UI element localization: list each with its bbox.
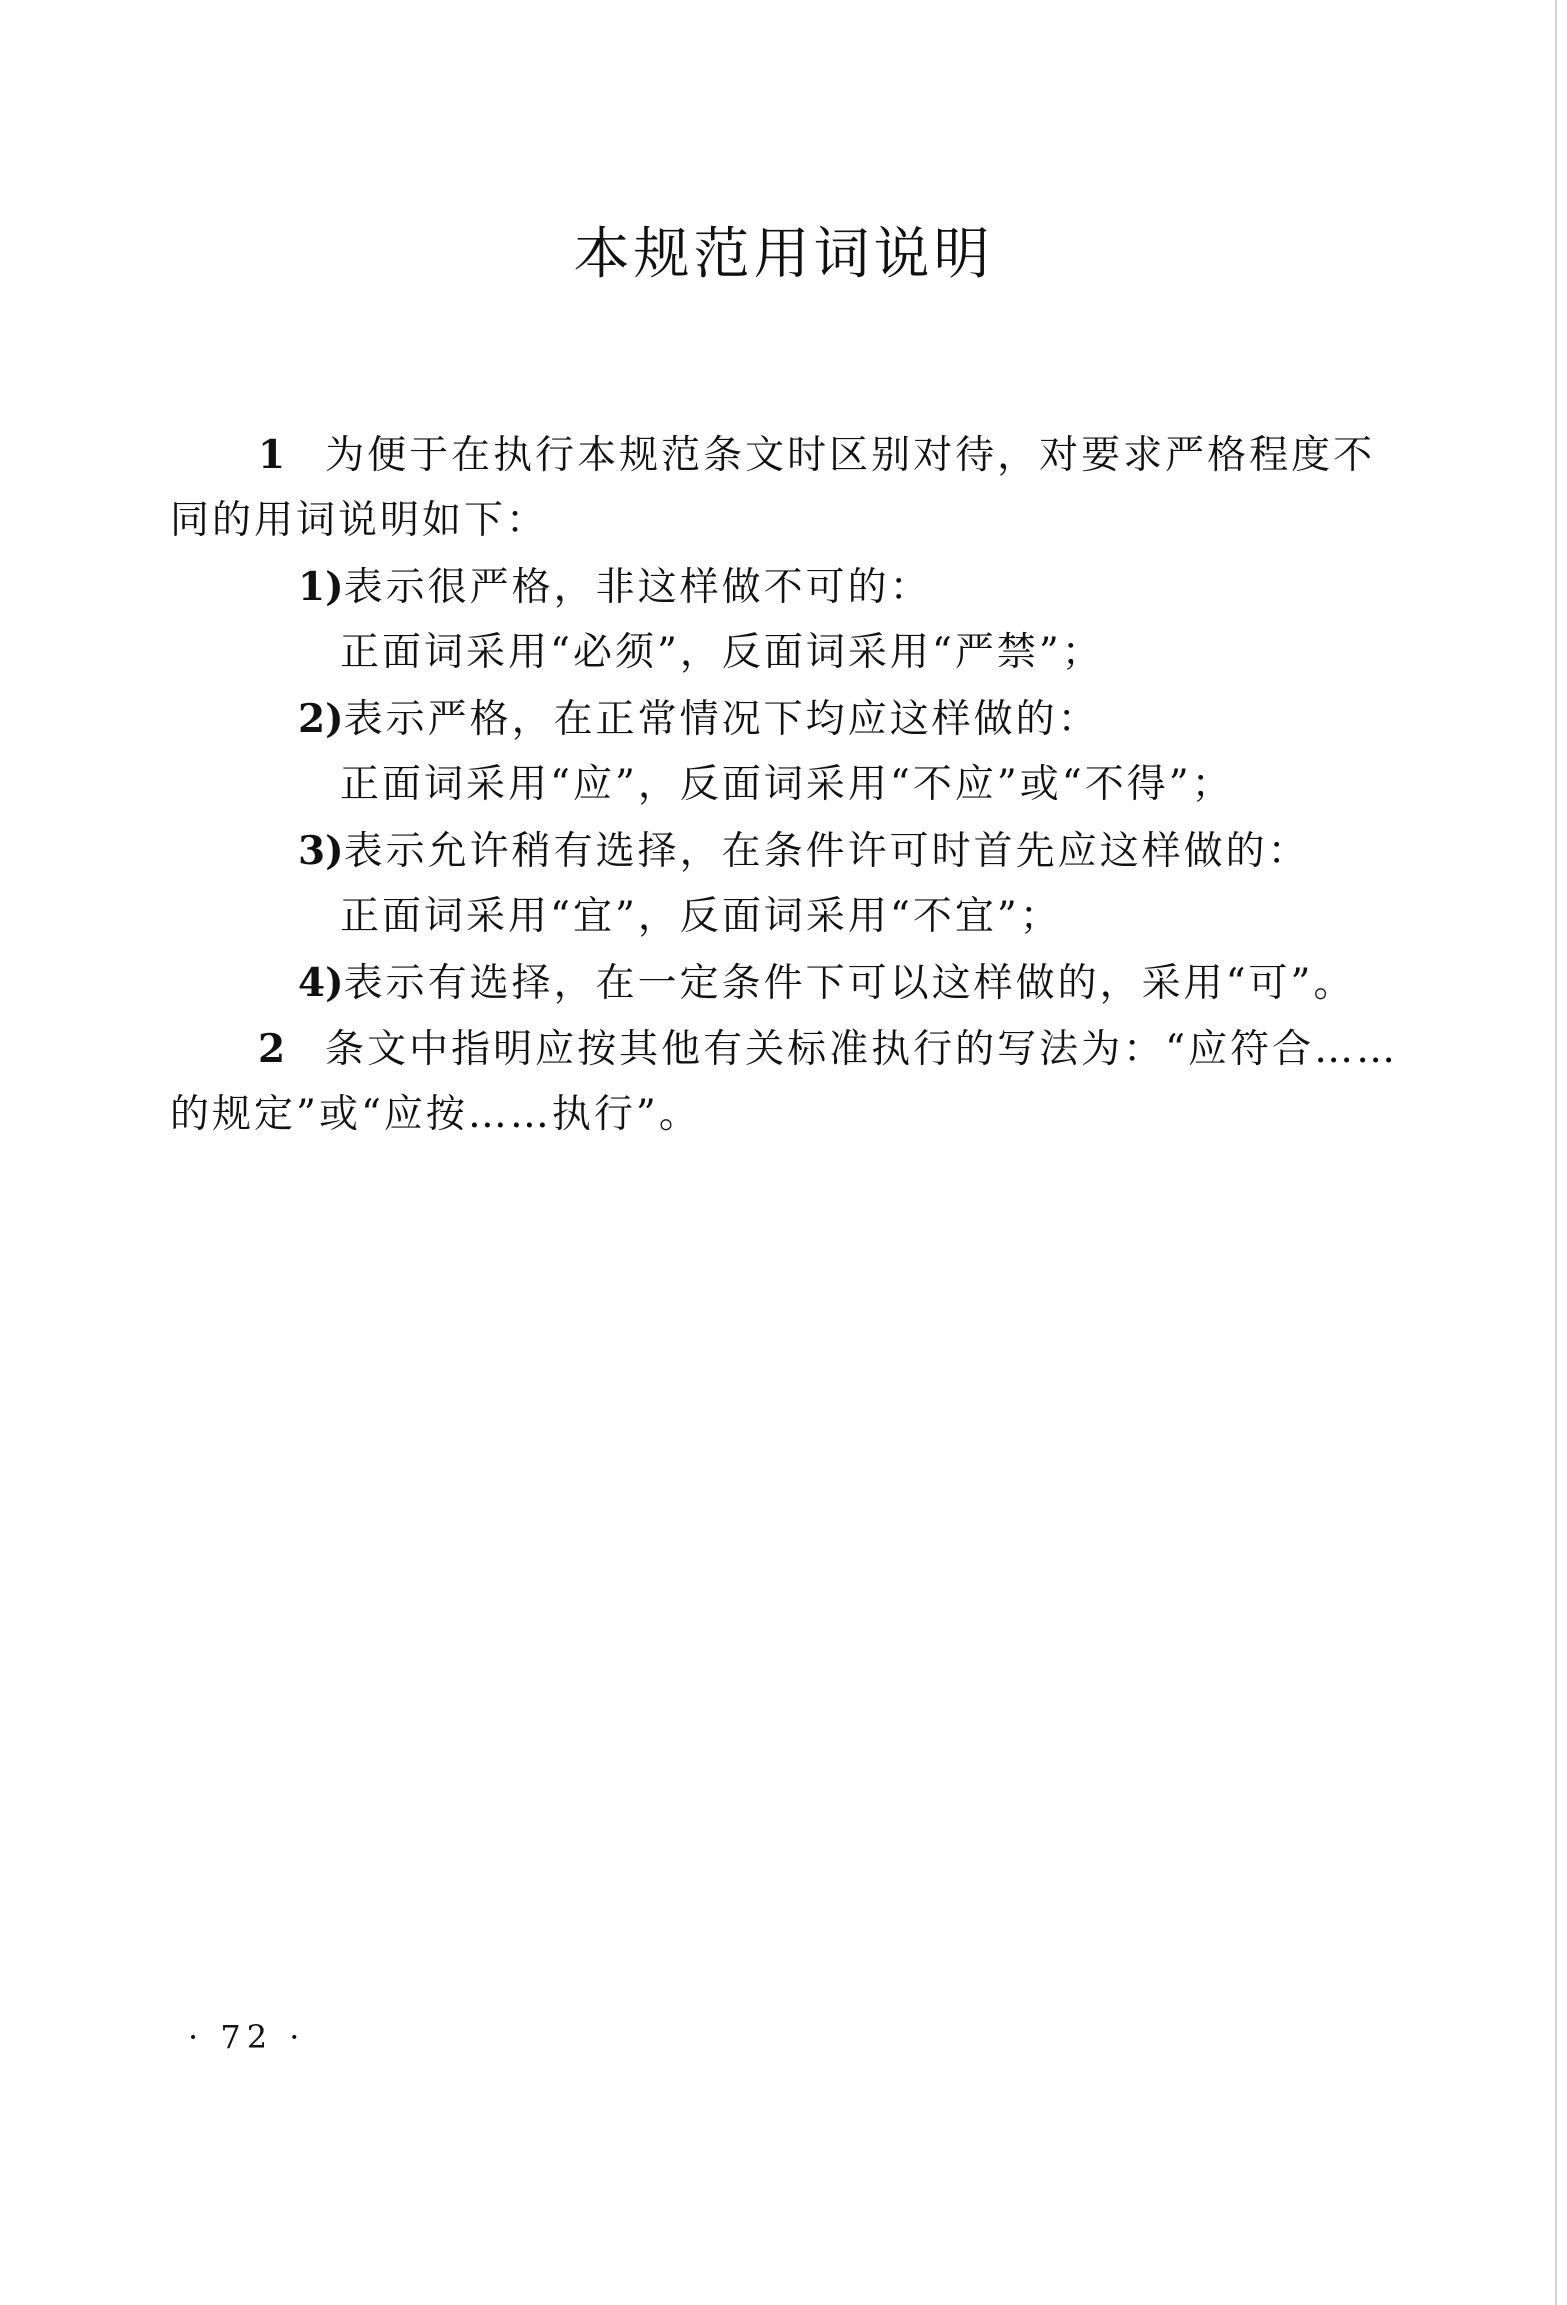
item-3-detail: 正面词采用“宜”，反面词采用“不宜”； (340, 894, 1062, 939)
item-2-text: 表示严格，在正常情况下均应这样做的： (343, 697, 1100, 742)
item-4 (298, 953, 1355, 1014)
item-1 (298, 557, 932, 618)
clause-1-line-1 (258, 425, 1375, 486)
item-4-number: 4) (298, 960, 344, 1006)
clause-1-text: 为便于在执行本规范条文时区别对待，对要求严格程度不 (325, 433, 1376, 478)
item-2-detail: 正面词采用“应”，反面词采用“不应”或“不得”； (340, 762, 1234, 807)
clause-2-line-2: 的规定”或“应按……执行”。 (170, 1092, 701, 1137)
clause-2-number: 2 (258, 1026, 286, 1072)
item-3 (298, 821, 1310, 882)
clause-2-line-1 (258, 1019, 1398, 1080)
item-1-number: 1) (298, 564, 344, 610)
item-2 (298, 689, 1100, 750)
page-edge-divider (1555, 0, 1557, 2305)
clause-1-number: 1 (258, 432, 286, 478)
clause-2-text: 条文中指明应按其他有关标准执行的写法为：“应符合…… (325, 1027, 1399, 1072)
item-2-number: 2) (298, 696, 344, 742)
item-1-text: 表示很严格，非这样做不可的： (343, 565, 932, 610)
item-3-number: 3) (298, 828, 344, 874)
clause-1-line-2: 同的用词说明如下： (170, 498, 549, 543)
page-title: 本规范用词说明 (573, 222, 994, 287)
item-4-text: 表示有选择，在一定条件下可以这样做的，采用“可”。 (343, 961, 1356, 1006)
item-1-detail: 正面词采用“必须”，反面词采用“严禁”； (340, 630, 1104, 675)
item-3-text: 表示允许稍有选择，在条件许可时首先应这样做的： (343, 829, 1310, 874)
page-number: · 72 · (188, 2018, 306, 2056)
